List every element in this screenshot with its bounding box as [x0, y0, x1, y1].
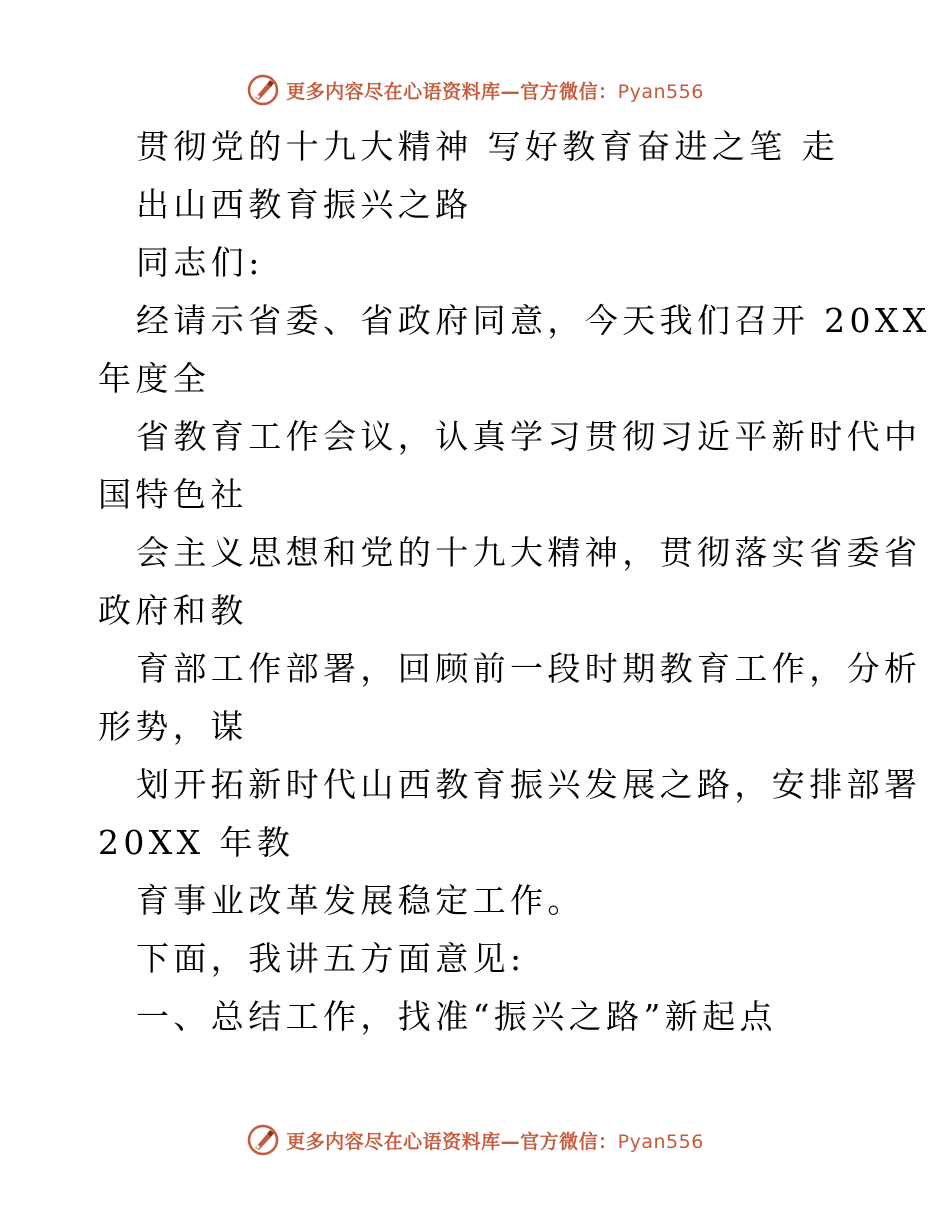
header-banner — [0, 70, 950, 110]
document-line: 年度全 — [98, 359, 211, 398]
document-line: 同志们: — [136, 243, 264, 282]
document-line: 20XX 年教 — [98, 823, 295, 862]
document-line: 育事业改革发展稳定工作。 — [136, 881, 585, 920]
document-line: 一、总结工作，找准“振兴之路”新起点 — [136, 997, 777, 1036]
pen-nib-logo-icon — [246, 1123, 280, 1157]
document-line: 育部工作部署，回顾前一段时期教育工作，分析 — [136, 649, 922, 688]
header-banner-text — [286, 77, 704, 104]
document-body — [98, 118, 931, 1046]
document-line: 省教育工作会议，认真学习贯彻习近平新时代中 — [136, 417, 922, 456]
document-line: 下面，我讲五方面意见: — [136, 939, 526, 978]
document-line: 会主义思想和党的十九大精神，贯彻落实省委省 — [136, 533, 922, 572]
document-line: 出山西教育振兴之路 — [136, 185, 473, 224]
footer-banner-text — [286, 1127, 704, 1154]
footer-banner-content — [246, 1123, 704, 1157]
document-line: 政府和教 — [98, 591, 248, 630]
header-banner-content — [246, 73, 704, 107]
header-banner-label: 更多内容尽在心语资料库—官方微信： — [286, 80, 618, 103]
pen-nib-logo-icon — [246, 73, 280, 107]
footer-banner-label: 更多内容尽在心语资料库—官方微信： — [286, 1130, 618, 1153]
document-line: 形势，谋 — [98, 707, 248, 746]
document-line: 贯彻党的十九大精神 写好教育奋进之笔 走 — [136, 127, 839, 166]
header-banner-account: Pyan556 — [617, 80, 704, 103]
document-line: 经请示省委、省政府同意，今天我们召开 20XX — [136, 301, 931, 340]
footer-banner-account: Pyan556 — [617, 1130, 704, 1153]
document-line: 国特色社 — [98, 475, 248, 514]
document-line: 划开拓新时代山西教育振兴发展之路，安排部署 — [136, 765, 922, 804]
footer-banner — [0, 1120, 950, 1160]
